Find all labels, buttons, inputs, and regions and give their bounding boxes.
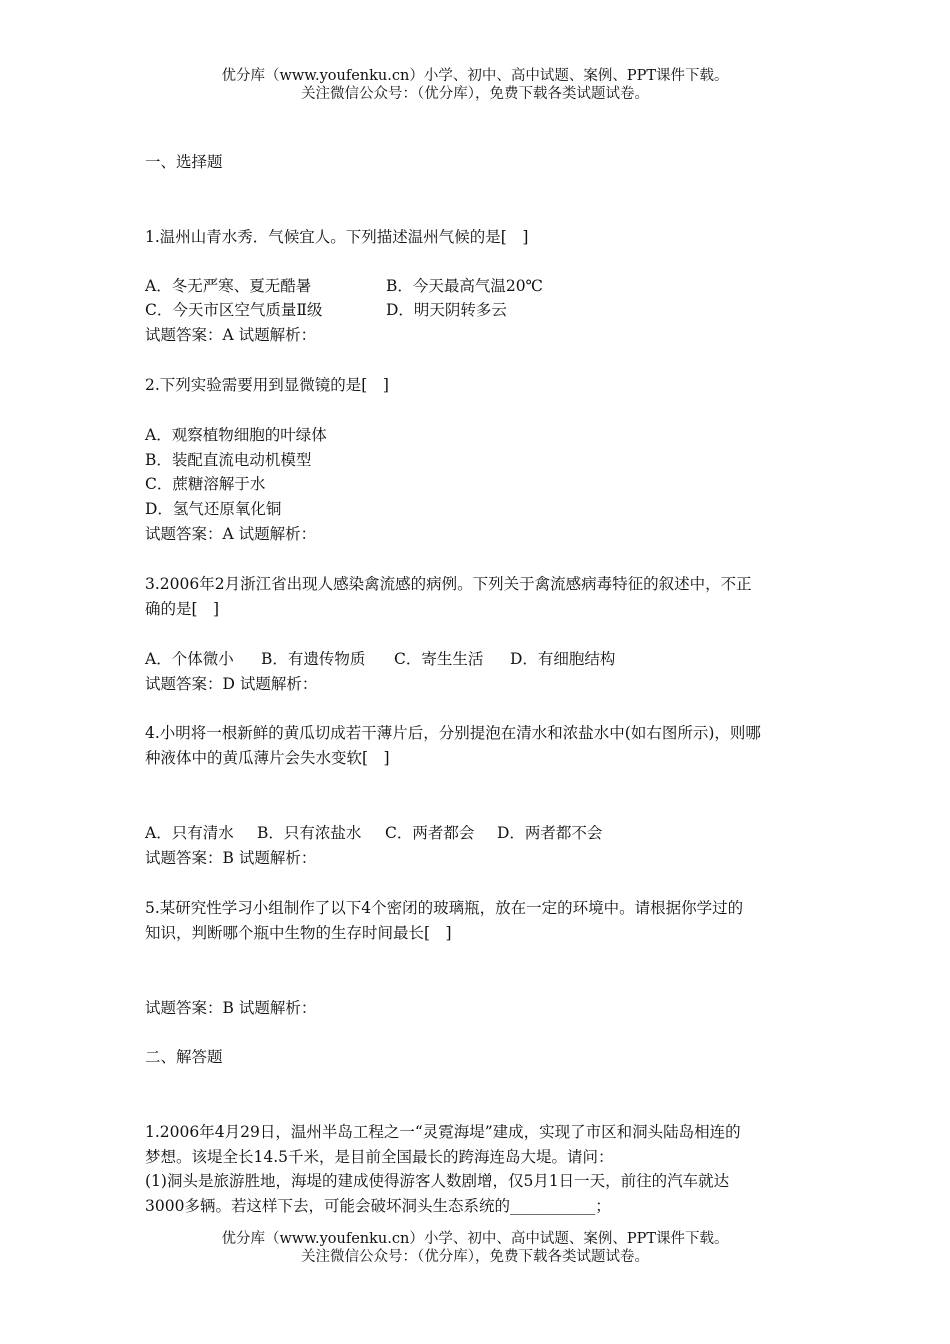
question-1-options-row-2 [145, 300, 507, 320]
question-5-stem-line-2: 知识，判断哪个瓶中生物的生存时间最长[ ] [145, 924, 452, 942]
page-header [0, 67, 950, 103]
question-5-answer: 试题答案：B 试题解析： [145, 999, 317, 1017]
section-title-choice: 一、选择题 [145, 153, 223, 171]
option-b: B．有遗传物质 [261, 650, 366, 668]
header-line-2: 关注微信公众号：（优分库），免费下载各类试题试卷。 [301, 86, 649, 102]
problem-1-line-2: 梦想。该堤全长14.5千米，是目前全国最长的跨海连岛大堤。请问： [145, 1148, 614, 1166]
option-a: A．观察植物细胞的叶绿体 [145, 426, 327, 444]
question-4-stem-line-2: 种液体中的黄瓜薄片会失水变软[ ] [145, 749, 390, 767]
option-d: D．明天阴转多云 [386, 301, 507, 319]
question-1-answer: 试题答案：A 试题解析： [145, 326, 317, 344]
section-title-answer: 二、解答题 [145, 1048, 223, 1066]
option-a: A．只有清水 [145, 824, 234, 842]
question-4-stem-line-1: 4.小明将一根新鲜的黄瓜切成若干薄片后，分别提泡在清水和浓盐水中(如右图所示)，则哪 [145, 724, 761, 742]
option-b: B．只有浓盐水 [257, 824, 362, 842]
option-c: C．寄生生活 [394, 650, 484, 668]
question-1-options-row-1 [145, 276, 543, 296]
option-b: B．今天最高气温20℃ [386, 277, 543, 295]
question-5-stem-line-1: 5.某研究性学习小组制作了以下4个密闭的玻璃瓶，放在一定的环境中。请根据你学过的 [145, 899, 744, 917]
option-c: C．蔗糖溶解于水 [145, 475, 266, 493]
problem-1-line-1: 1.2006年4月29日，温州半岛工程之一“灵霓海堤”建成，实现了市区和洞头陆岛相连的 [145, 1123, 741, 1141]
question-4-options [145, 823, 602, 843]
option-d: D．两者都不会 [497, 824, 603, 842]
question-3-options [145, 649, 615, 669]
header-line-1: 优分库（www.youfenku.cn）小学、初中、高中试题、案例、PPT课件下载。 [221, 68, 729, 84]
footer-line-2: 关注微信公众号：（优分库），免费下载各类试题试卷。 [301, 1249, 649, 1265]
problem-1-line-4: 3000多辆。若这样下去，可能会破坏洞头生态系统的___________； [145, 1197, 611, 1215]
page-footer [0, 1230, 950, 1266]
option-c: C．两者都会 [385, 824, 475, 842]
question-4-answer: 试题答案：B 试题解析： [145, 849, 317, 867]
option-d: D．氢气还原氧化铜 [145, 500, 282, 518]
option-b: B．装配直流电动机模型 [145, 451, 312, 469]
question-3-stem-line-2: 确的是[ ] [145, 600, 220, 618]
option-c: C．今天市区空气质量Ⅱ级 [145, 301, 323, 319]
footer-line-1: 优分库（www.youfenku.cn）小学、初中、高中试题、案例、PPT课件下载。 [221, 1231, 729, 1247]
question-1-stem: 1.温州山青水秀．气候宜人。下列描述温州气候的是[ ] [145, 228, 529, 246]
question-2-answer: 试题答案：A 试题解析： [145, 525, 317, 543]
question-2-stem: 2.下列实验需要用到显微镜的是[ ] [145, 376, 389, 394]
problem-1-line-3: (1)洞头是旅游胜地，海堤的建成使得游客人数剧增，仅5月1日一天，前往的汽车就达 [145, 1172, 730, 1190]
option-a: A．个体微小 [145, 650, 234, 668]
question-3-answer: 试题答案：D 试题解析： [145, 675, 318, 693]
option-a: A．冬无严寒、夏无酷暑 [145, 277, 312, 295]
question-3-stem-line-1: 3.2006年2月浙江省出现人感染禽流感的病例。下列关于禽流感病毒特征的叙述中，不正 [145, 575, 752, 593]
option-d: D．有细胞结构 [510, 650, 616, 668]
